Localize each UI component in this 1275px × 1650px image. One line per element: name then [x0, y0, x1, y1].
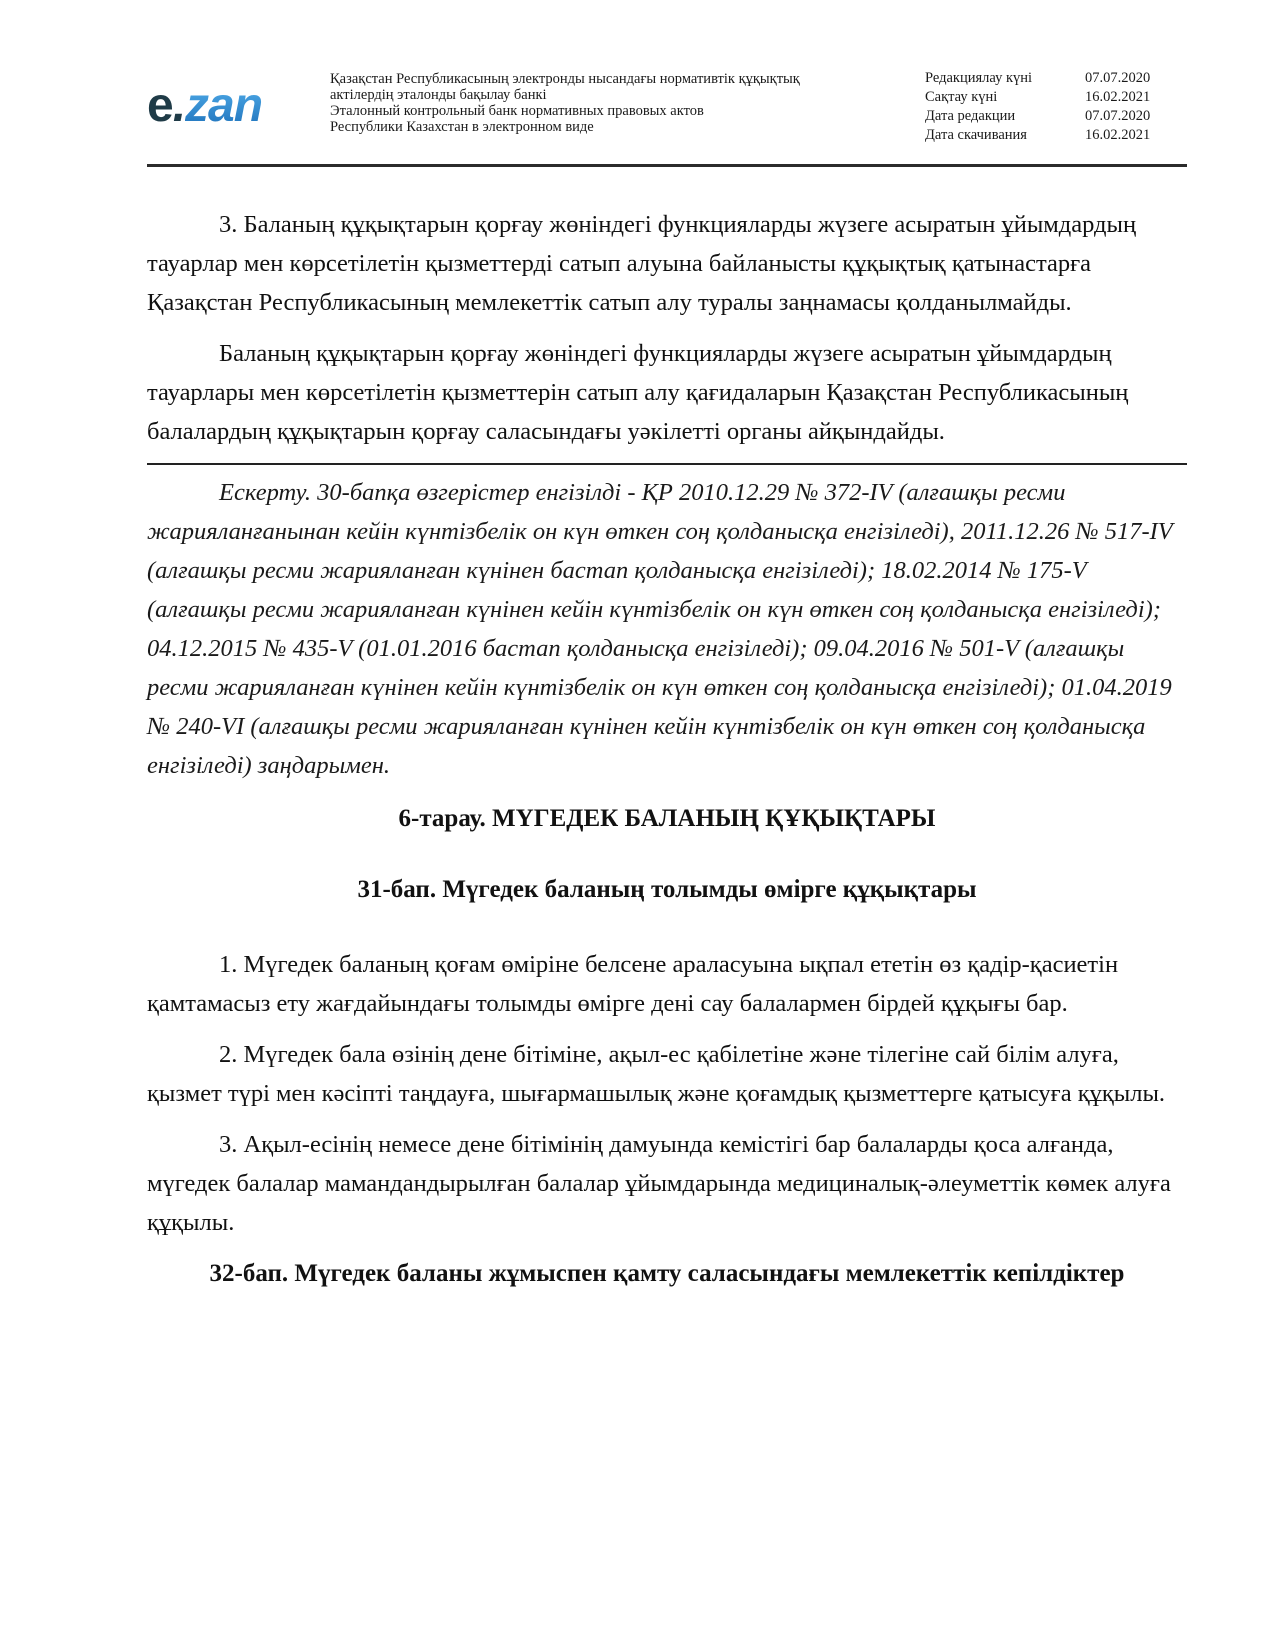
logo-prefix: e	[147, 79, 173, 132]
source-line: Қазақстан Республикасының электронды нысандағы нормативтік құқықтық	[330, 71, 800, 87]
paragraph-31-2: 2. Мүгедек бала өзінің дене бітіміне, ақыл-ес қабілетіне және тілегіне сай білім алуға, қызмет түрі мен кәсіпті таңдауға, шығармашылық және қоғамдық қызметтерге қатысуға құқылы.	[147, 1041, 1166, 1107]
date-row-save-kz	[925, 88, 1175, 107]
article-31-title: 31-бап. Мүгедек баланың толымды өмірге құқықтары	[357, 876, 977, 903]
logo-name: zan	[185, 79, 263, 132]
document-dates	[925, 69, 1175, 145]
source-description	[330, 71, 890, 135]
source-line: Республики Казахстан в электронном виде	[330, 119, 594, 135]
date-value: 16.02.2021	[1085, 127, 1151, 143]
document-body	[147, 205, 1187, 1293]
paragraph-31-3: 3. Ақыл-есінің немесе дене бітімінің дамуында кемістігі бар балаларды қоса алғанда, мүгедек балалар мамандандырылған балалар ұйымдарында медициналық-әлеуметтік көмек алуға құқылы.	[147, 1131, 1171, 1236]
date-value: 16.02.2021	[1085, 89, 1151, 105]
date-label: Дата скачивания	[925, 127, 1027, 143]
amendment-note: Ескерту. 30-бапқа өзгерістер енгізілді - ҚР 2010.12.29 № 372-IV (алғашқы ресми жарияланғанынан кейін күнтізбелік он күн өткен соң қолданысқа енгізіледі), 2011.12.26 № 517-IV (алғашқы ресми жарияланған күнінен бастап қолданысқа енгізіледі); 18.02.2014 № 175-V (алғашқы ресми жарияланған күнінен кейін күнтізбелік он күн өткен соң қолданысқа енгізіледі); 04.12.2015 № 435-V (01.01.2016 бастап қолданысқа енгізіледі); 09.04.2016 № 501-V (алғашқы ресми жарияланған күнінен кейін күнтізбелік он күн өткен соң қолданысқа енгізіледі); 01.04.2019 № 240-VI (алғашқы ресми жарияланған күнінен кейін күнтізбелік он күн өткен соң қолданысқа енгізіледі) заңдарымен.	[147, 479, 1173, 779]
date-label: Дата редакции	[925, 108, 1016, 124]
paragraph-30-3-rules: Баланың құқықтарын қорғау жөніндегі функцияларды жүзеге асыратын ұйымдардың тауарлары мен көрсетілетін қызметтерін сатып алу қағидаларын Қазақстан Республикасының балалардың құқықтарын қорғау саласындағы уәкілетті органы айқындайды.	[147, 340, 1129, 445]
date-label: Сақтау күні	[925, 89, 998, 105]
date-value: 07.07.2020	[1085, 108, 1151, 124]
ezan-logo	[147, 79, 263, 132]
paragraph-30-3: 3. Баланың құқықтарын қорғау жөніндегі функцияларды жүзеге асыратын ұйымдардың тауарлар мен көрсетілетін қызметтерді сатып алуына байланысты құқықтық қатынастарға Қазақстан Республикасының мемлекеттік сатып алу туралы заңнамасы қолданылмайды.	[147, 211, 1137, 316]
header-divider	[147, 164, 1187, 167]
date-row-download-ru	[925, 126, 1175, 145]
article-32-title: 32-бап. Мүгедек баланы жұмыспен қамту саласындағы мемлекеттік кепілдіктер	[209, 1260, 1125, 1287]
date-value: 07.07.2020	[1085, 70, 1151, 86]
source-line: актілердің эталонды бақылау банкі	[330, 87, 547, 103]
logo-dot: .	[172, 79, 186, 132]
date-row-edit-kz	[925, 69, 1175, 88]
date-row-edit-ru	[925, 107, 1175, 126]
chapter-title: 6-тарау. МҮГЕДЕК БАЛАНЫҢ ҚҰҚЫҚТАРЫ	[398, 805, 936, 832]
source-line: Эталонный контрольный банк нормативных правовых актов	[330, 103, 704, 119]
note-divider	[147, 463, 1187, 465]
date-label: Редакциялау күні	[925, 70, 1033, 86]
paragraph-31-1: 1. Мүгедек баланың қоғам өміріне белсене араласуына ықпал ететін өз қадір-қасиетін қамтамасыз ету жағдайындағы толымды өмірге дені сау балалармен бірдей құқығы бар.	[147, 951, 1119, 1017]
document-header	[147, 62, 1187, 166]
